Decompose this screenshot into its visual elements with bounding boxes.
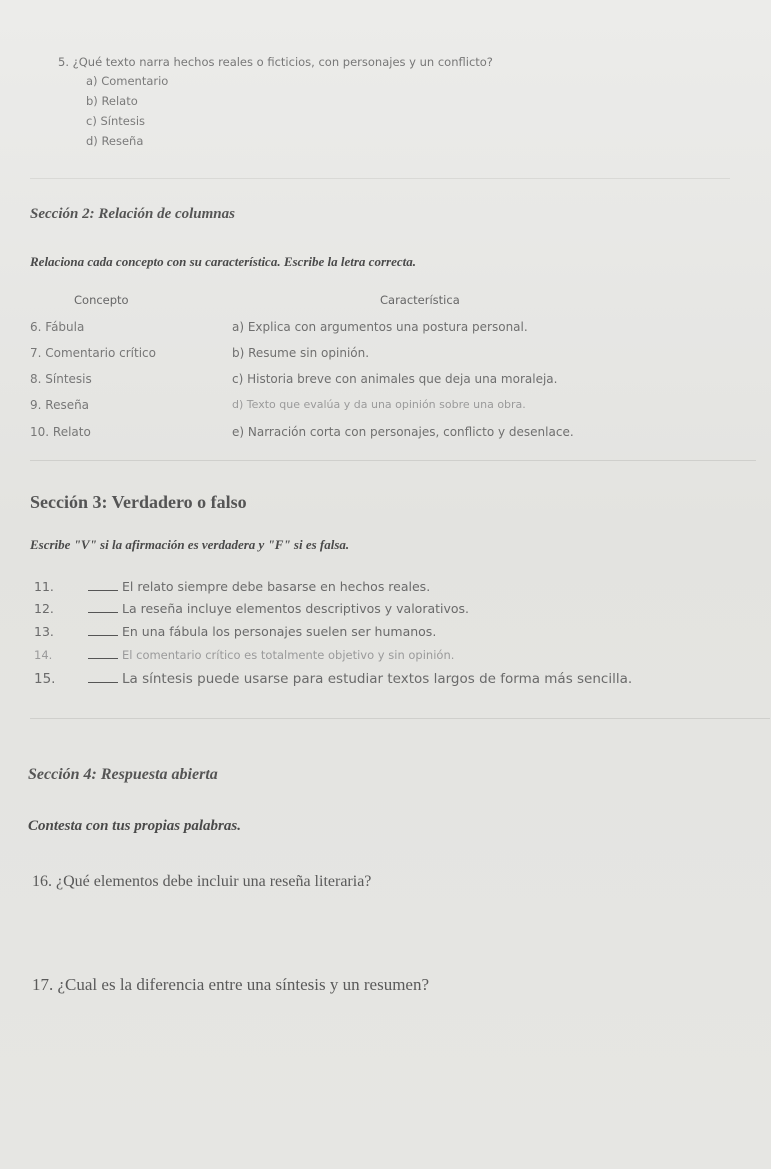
section-3-title: Sección 3: Verdadero o falso: [30, 492, 247, 512]
item-statement: La síntesis puede usarse para estudiar textos largos de forma más sencilla.: [122, 671, 633, 687]
item-number: 13.: [34, 624, 54, 639]
true-false-item: [34, 670, 632, 687]
concept-column-header: Concepto: [74, 293, 129, 307]
characteristic-item: d) Texto que evalúa y da una opinión sobre una obra.: [232, 398, 526, 411]
divider-3: [30, 718, 770, 719]
section-2-title: Sección 2: Relación de columnas: [30, 206, 235, 222]
characteristic-column-header: Característica: [380, 293, 460, 307]
answer-blank[interactable]: [88, 623, 118, 636]
concept-item: 9. Reseña: [30, 398, 90, 412]
characteristic-item: e) Narración corta con personajes, conflicto y desenlace.: [232, 425, 574, 439]
characteristic-item: a) Explica con argumentos una postura personal.: [232, 320, 528, 334]
question-5-stem: 5. ¿Qué texto narra hechos reales o ficticios, con personajes y un conflicto?: [58, 55, 493, 69]
question-5-option-b: b) Relato: [86, 94, 138, 108]
item-number: 12.: [34, 601, 54, 616]
concept-item: 8. Síntesis: [30, 372, 92, 386]
divider-2: [30, 460, 756, 461]
item-statement: El relato siempre debe basarse en hechos reales.: [122, 579, 431, 594]
question-5-option-a: a) Comentario: [86, 74, 169, 88]
concept-item: 7. Comentario crítico: [30, 346, 156, 360]
question-17: 17. ¿Cual es la diferencia entre una síntesis y un resumen?: [32, 975, 430, 994]
section-4-title: Sección 4: Respuesta abierta: [28, 766, 218, 783]
question-16: 16. ¿Qué elementos debe incluir una reseña literaria?: [32, 873, 372, 890]
divider-1: [30, 178, 730, 179]
true-false-item: [34, 578, 430, 594]
characteristic-item: b) Resume sin opinión.: [232, 346, 370, 360]
true-false-item: [34, 623, 436, 639]
section-3-instruction: Escribe "V" si la afirmación es verdadera y "F" si es falsa.: [30, 537, 350, 552]
answer-blank[interactable]: [88, 646, 118, 659]
section-2-instruction: Relaciona cada concepto con su característica. Escribe la letra correcta.: [30, 254, 416, 269]
item-statement: En una fábula los personajes suelen ser humanos.: [122, 624, 437, 639]
answer-blank[interactable]: [88, 578, 118, 591]
item-statement: El comentario crítico es totalmente objetivo y sin opinión.: [122, 648, 455, 662]
question-5-option-d: d) Reseña: [86, 134, 144, 148]
concept-item: 6. Fábula: [30, 320, 85, 334]
answer-blank[interactable]: [88, 600, 118, 613]
question-5-option-c: c) Síntesis: [86, 114, 146, 128]
item-number: 11.: [34, 579, 54, 594]
item-number: 14.: [34, 648, 53, 662]
true-false-item: [34, 646, 454, 662]
item-number: 15.: [34, 671, 56, 687]
true-false-item: [34, 600, 469, 616]
characteristic-item: c) Historia breve con animales que deja una moraleja.: [232, 372, 558, 386]
concept-item: 10. Relato: [30, 425, 91, 439]
answer-blank[interactable]: [88, 670, 118, 683]
item-statement: La reseña incluye elementos descriptivos y valorativos.: [122, 601, 470, 616]
section-4-instruction: Contesta con tus propias palabras.: [28, 818, 241, 834]
